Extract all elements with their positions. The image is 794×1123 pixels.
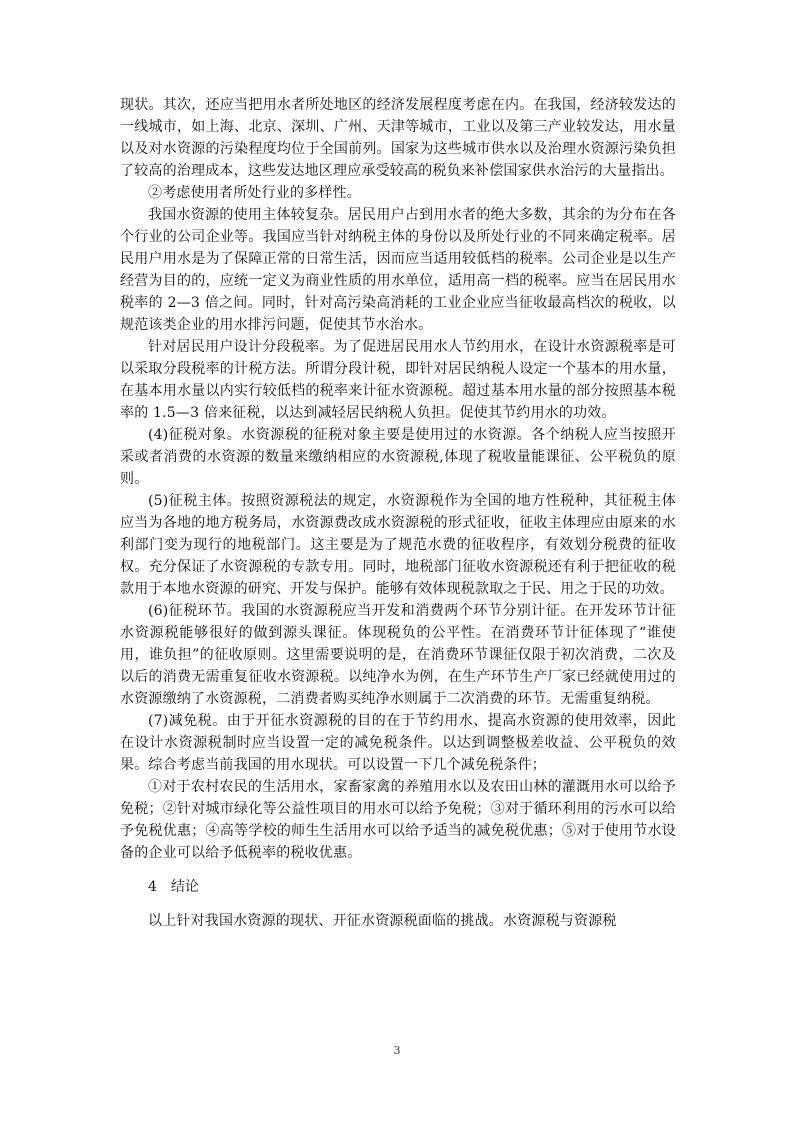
section-number: 4 (148, 879, 157, 895)
paragraph-tax-object: (4)征税对象。水资源税的征税对象主要是使用过的水资源。各个纳税人应当按照开采或者消费的水资源的数量来缴纳相应的水资源税,体现了税收量能课征、公平税负的原则。 (120, 427, 676, 487)
paragraph-tax-subject: (5)征税主体。按照资源税法的规定，水资源税作为全国的地方性税种，其征税主体应当为各地的地方税务局，水资源费改成水资源税的形式征收，征收主体理应由原来的水利部门变为现行的地税部门。这主要是为了规范水费的征收程序，有效划分税费的征收权。充分保证了水资源税的专款专用。同时，地税部门征收水资源税还有利于把征收的税款用于本地水资源的研究、开发与保护。能够有效体现税款取之于民、用之于民的功效。 (120, 493, 676, 597)
paragraph-tiered-rate: 针对居民用户设计分段税率。为了促进居民用水人节约用水，在设计水资源税率是可以采取分段税率的计税方法。所谓分段计税，即针对居民纳税人设定一个基本的用水量，在基本用水量以内实行较低档的税率来计征水资源税。超过基本用水量的部分按照基本税率的 1.5—3 倍来征税，以达到减轻居民纳税人负担。促使其节约用水的功效。 (120, 339, 676, 421)
section-title: 结论 (170, 879, 199, 895)
document-body (120, 94, 676, 932)
paragraph-item-2: ②考虑使用者所处行业的多样性。 (148, 185, 361, 201)
section-heading (120, 876, 676, 898)
paragraph-exemption-list: ①对于农村农民的生活用水，家畜家禽的养殖用水以及农田山林的灌溉用水可以给予免税；②针对城市绿化等公益性项目的用水可以给予免税；③对于循环利用的污水可以给予免税优惠；④高等学校的师生生活用水可以给予适当的减免税优惠；⑤对于使用节水设备的企业可以给予低税率的税收优惠。 (120, 779, 676, 861)
paragraph-intro: 现状。其次，还应当把用水者所处地区的经济发展程度考虑在内。在我国，经济较发达的一线城市，如上海、北京、深圳、广州、天津等城市，工业以及第三产业较发达，用水量以及对水资源的污染程度均位于全国前列。国家为这些城市供水以及治理水资源污染负担了较高的治理成本，这些发达地区理应承受较高的税负来补偿国家供水治污的大量指出。 (120, 97, 676, 179)
paragraph-conclusion: 以上针对我国水资源的现状、开征水资源税面临的挑战。水资源税与资源税 (148, 913, 617, 929)
paragraph-user-subject: 我国水资源的使用主体较复杂。居民用户占到用水者的绝大多数，其余的为分布在各个行业的公司企业等。我国应当针对纳税主体的身份以及所处行业的不同来确定税率。居民用户用水是为了保障正常的日常生活，因而应当适用较低档的税率。公司企业是以生产经营为目的的，应统一定义为商业性质的用水单位，适用高一档的税率。应当在居民用水税率的 2—3 倍之间。同时，针对高污染高消耗的工业企业应当征收最高档次的税收，以规范该类企业的用水排污问题，促使其节水治水。 (120, 207, 676, 333)
paragraph-tax-stage: (6)征税环节。我国的水资源税应当开发和消费两个环节分别计征。在开发环节计征水资源税能够很好的做到源头课征。体现税负的公平性。在消费环节计征体现了“谁使用，谁负担”的征收原则。这里需要说明的是，在消费环节课征仅限于初次消费，二次及以后的消费无需重复征收水资源税。以纯净水为例，在生产环节生产厂家已经就使用过的水资源缴纳了水资源税，二消费者购买纯净水则属于二次消费的环节。无需重复纳税。 (120, 603, 676, 707)
paragraph-tax-exemption: (7)减免税。由于开征水资源税的目的在于节约用水、提高水资源的使用效率，因此在设计水资源税制时应当设置一定的减免税条件。以达到调整极差收益、公平税负的效果。综合考虑当前我国的用水现状。可以设置一下几个减免税条件； (120, 713, 676, 773)
page-number: 3 (393, 1044, 401, 1057)
